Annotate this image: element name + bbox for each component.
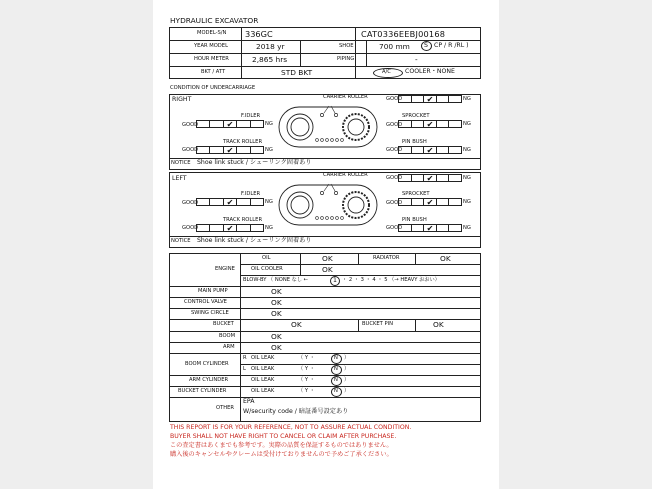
- left-sprocket-label: SPROCKET: [402, 191, 430, 197]
- bucket-cyl-leak: OIL LEAK: [251, 388, 275, 394]
- left-sprocket-good: GOOD: [386, 200, 403, 206]
- disclaimer-line-3: この査定書はあくまでも参考です。実際の品質を保証するものではありません。: [170, 442, 393, 449]
- right-label: RIGHT: [172, 96, 192, 103]
- right-track-good: GOOD: [182, 147, 199, 153]
- swing-circle-label: SWING CIRCLE: [191, 310, 229, 316]
- inspection-sheet: [153, 0, 499, 489]
- arm-cyl-leak: OIL LEAK: [251, 377, 275, 383]
- blowby-scale: ・ 2 ・ 3 ・ 4 ・ 5 （→ HEAVY おおい）: [342, 277, 440, 283]
- sheet-title: HYDRAULIC EXCAVATOR: [170, 16, 259, 25]
- left-pinbush-rating: ✔: [398, 224, 462, 232]
- boom-cyl-r-label: R: [243, 355, 247, 361]
- right-fidler-good: GOOD: [182, 122, 199, 128]
- blowby-selected: 1: [333, 277, 337, 284]
- radiator-label: RADIATOR: [373, 255, 400, 261]
- boom-cyl-r-yn: （ Y ・: [298, 355, 315, 361]
- left-carrier-rating: ✔: [398, 174, 462, 182]
- right-notice: Shoe link stuck / シューリンク固着あり: [197, 159, 312, 166]
- disclaimer-line-4: 購入後のキャンセルやクレームは受付けておりませんので予めご了承ください。: [170, 451, 393, 458]
- undercarriage-title: CONDITION OF UNDERCARRIAGE: [170, 85, 256, 91]
- right-sprocket-label: SPROCKET: [402, 113, 430, 119]
- left-fidler-ng: NG: [265, 199, 273, 205]
- boom-cyl-l-close: ）: [344, 366, 350, 372]
- right-carrier-ng: NG: [463, 96, 471, 102]
- other-line-1: EPA: [243, 398, 255, 405]
- bucket-cyl-yn: （ Y ・: [298, 388, 315, 394]
- boom-cyl-l-leak: OIL LEAK: [251, 366, 275, 372]
- serial-value: CAT0336EEBJ00168: [361, 29, 446, 39]
- left-track-diagram: [273, 178, 383, 234]
- right-pinbush-rating: ✔: [398, 146, 462, 154]
- swing-circle-value: OK: [271, 309, 282, 318]
- model-label: MODEL-S/N: [197, 30, 227, 36]
- hour-value: 2,865 hrs: [252, 55, 288, 64]
- arm-cylinder-label: ARM CYLINDER: [189, 377, 229, 383]
- bkt-value: STD BKT: [281, 68, 313, 77]
- left-pinbush-ng: NG: [463, 225, 471, 231]
- shoe-type-selected: S: [424, 42, 428, 49]
- left-track-ng: NG: [265, 225, 273, 231]
- right-sprocket-ng: NG: [463, 121, 471, 127]
- left-notice: Shoe link stuck / シューリンク固着あり: [197, 237, 312, 244]
- right-carrier-rating: ✔: [398, 95, 462, 103]
- right-fidler-ng: NG: [265, 121, 273, 127]
- piping-label: PIPING: [337, 56, 355, 62]
- bucket-cylinder-label: BUCKET CYLINDER: [178, 388, 227, 394]
- boom-label: BOOM: [219, 333, 236, 339]
- left-sprocket-rating: ✔: [398, 198, 462, 206]
- bucket-pin-value: OK: [433, 320, 444, 329]
- left-sprocket-ng: NG: [463, 199, 471, 205]
- left-carrier-good: GOOD: [386, 175, 403, 181]
- arm-cyl-close: ）: [344, 377, 350, 383]
- arm-label: ARM: [223, 344, 235, 350]
- oil-label: OIL: [262, 255, 271, 261]
- left-pinbush-label: PIN BUSH: [402, 217, 427, 223]
- blowby-label: BLOW-BY （ NONE なし ←: [243, 277, 309, 283]
- left-carrier-ng: NG: [463, 175, 471, 181]
- right-carrier-good: GOOD: [386, 96, 403, 102]
- disclaimer-line-1: THIS REPORT IS FOR YOUR REFERENCE, NOT TO ASSURE ACTUAL CONDITION.: [170, 424, 412, 431]
- other-label: OTHER: [216, 405, 235, 411]
- ac-options: COOLER・NONE: [405, 68, 455, 75]
- arm-cyl-yn: （ Y ・: [298, 377, 315, 383]
- right-sprocket-rating: ✔: [398, 120, 462, 128]
- bucket-value: OK: [291, 320, 302, 329]
- boom-cyl-r-close: ）: [344, 355, 350, 361]
- right-sprocket-good: GOOD: [386, 122, 403, 128]
- right-pinbush-label: PIN BUSH: [402, 139, 427, 145]
- shoe-value: 700 mm: [379, 42, 410, 51]
- left-fidler-rating: ✔: [196, 198, 264, 206]
- left-notice-label: NOTICE: [171, 238, 191, 244]
- bkt-label: BKT / ATT: [201, 69, 226, 75]
- bucket-cyl-selected: N: [334, 388, 338, 394]
- ac-selected: A/C: [382, 69, 391, 75]
- boom-cylinder-label: BOOM CYLINDER: [185, 361, 229, 367]
- left-carrier-label: CARRIER ROLLER: [323, 172, 368, 178]
- bucket-pin-label: BUCKET PIN: [362, 321, 394, 327]
- main-pump-label: MAIN PUMP: [198, 288, 228, 294]
- right-track-rating: ✔: [196, 146, 264, 154]
- boom-cyl-r-leak: OIL LEAK: [251, 355, 275, 361]
- disclaimer-line-2: BUYER SHALL NOT HAVE RIGHT TO CANCEL OR CLAIM AFTER PURCHASE.: [170, 433, 397, 440]
- engine-label: ENGINE: [215, 266, 235, 272]
- control-valve-value: OK: [271, 298, 282, 307]
- arm-cyl-selected: N: [334, 377, 338, 383]
- main-pump-value: OK: [271, 287, 282, 296]
- year-value: 2018 yr: [256, 42, 285, 51]
- right-track-label: TRACK ROLLER: [223, 139, 263, 145]
- oil-value: OK: [322, 254, 333, 263]
- right-notice-label: NOTICE: [171, 160, 191, 166]
- right-pinbush-good: GOOD: [386, 147, 403, 153]
- boom-value: OK: [271, 332, 282, 341]
- model-value: 336GC: [245, 29, 273, 39]
- left-fidler-good: GOOD: [182, 200, 199, 206]
- oil-cooler-label: OIL COOLER: [251, 266, 283, 272]
- right-pinbush-ng: NG: [463, 147, 471, 153]
- boom-cyl-l-label: L: [243, 366, 246, 372]
- hour-label: HOUR METER: [194, 56, 229, 62]
- left-fidler-label: F.IDLER: [241, 191, 261, 197]
- right-carrier-label: CARRIER ROLLER: [323, 94, 368, 100]
- bucket-label: BUCKET: [213, 321, 234, 327]
- boom-cyl-r-selected: N: [334, 355, 338, 361]
- oil-cooler-value: OK: [322, 265, 333, 274]
- shoe-type-options: CP / R /RL ): [434, 42, 469, 49]
- left-pinbush-good: GOOD: [386, 225, 403, 231]
- piping-value: -: [415, 55, 418, 64]
- left-label: LEFT: [172, 175, 187, 182]
- shoe-label: SHOE: [339, 43, 354, 49]
- bucket-cyl-close: ）: [344, 388, 350, 394]
- left-track-rating: ✔: [196, 224, 264, 232]
- right-track-ng: NG: [265, 147, 273, 153]
- left-track-label: TRACK ROLLER: [223, 217, 263, 223]
- right-fidler-label: F.IDLER: [241, 113, 261, 119]
- control-valve-label: CONTROL VALVE: [184, 299, 227, 305]
- boom-cyl-l-yn: （ Y ・: [298, 366, 315, 372]
- right-fidler-rating: ✔: [196, 120, 264, 128]
- radiator-value: OK: [440, 254, 451, 263]
- year-label: YEAR MODEL: [194, 43, 228, 49]
- left-track-good: GOOD: [182, 225, 199, 231]
- arm-value: OK: [271, 343, 282, 352]
- boom-cyl-l-selected: N: [334, 366, 338, 372]
- right-track-diagram: [273, 100, 383, 156]
- other-line-2: W/security code / 暗証番号設定あり: [243, 408, 349, 415]
